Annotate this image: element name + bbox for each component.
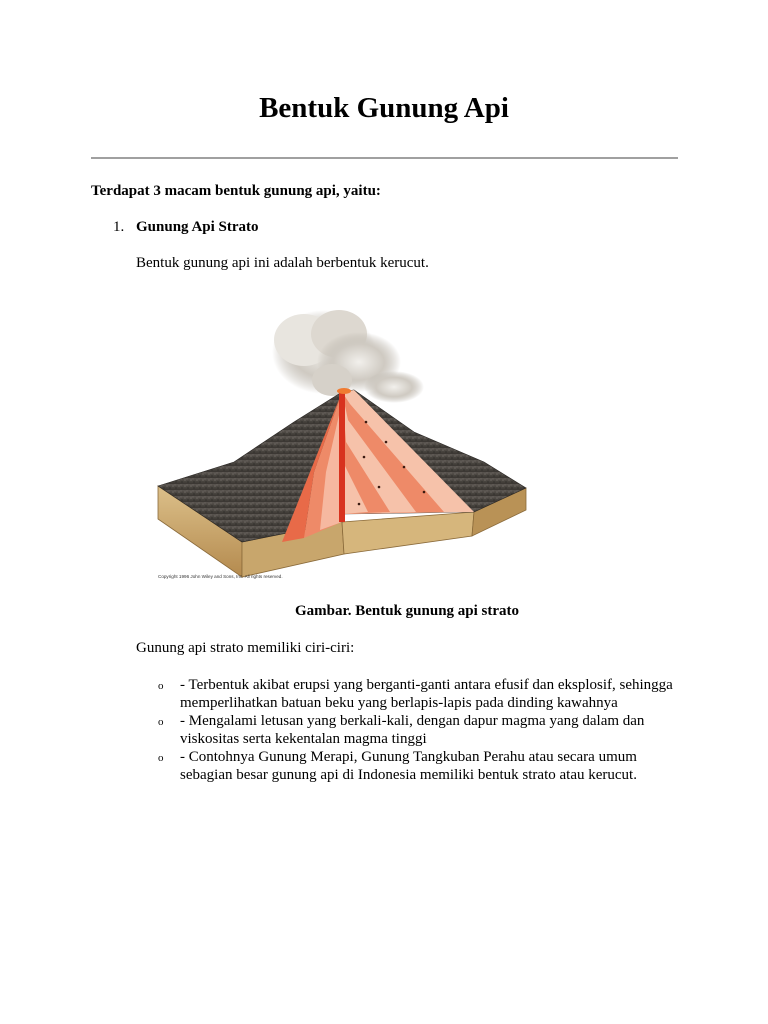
trait-text: - Mengalami letusan yang berkali-kali, dengan dapur magma yang dalam dan viskositas serta kekentalan magma tinggi <box>180 713 645 747</box>
page-title: Bentuk Gunung Api <box>259 92 509 124</box>
strato-volcano-figure <box>154 292 534 587</box>
title-divider <box>91 157 678 159</box>
bullet-marker: o <box>158 716 164 728</box>
figure-copyright: Copyright 1996 John Wiley and Sons, Inc. All rights reserved. <box>158 574 283 579</box>
traits-intro: Gunung api strato memiliki ciri-ciri: <box>136 640 355 656</box>
traits-list <box>158 676 688 784</box>
trait-text: - Contohnya Gunung Merapi, Gunung Tangkuban Perahu atau secara umum sebagian besar gunung api di Indonesia memiliki bentuk strato atau kerucut. <box>180 749 637 783</box>
bullet-marker: o <box>158 752 164 764</box>
list-item <box>158 676 688 712</box>
section-heading: Gunung Api Strato <box>136 219 259 235</box>
figure-caption: Gambar. Bentuk gunung api strato <box>294 603 520 619</box>
bullet-marker: o <box>158 680 164 692</box>
list-number: 1. <box>113 219 125 235</box>
list-item <box>158 748 688 784</box>
intro-text: Terdapat 3 macam bentuk gunung api, yaitu: <box>91 183 381 199</box>
trait-text: - Terbentuk akibat erupsi yang berganti-ganti antara efusif dan eksplosif, sehingga memperlihatkan batuan beku yang berlapis-lapis pada dinding kawahnya <box>180 677 673 711</box>
volcano-illustration <box>154 292 534 587</box>
list-item <box>158 712 688 748</box>
section-description: Bentuk gunung api ini adalah berbentuk kerucut. <box>136 255 429 271</box>
